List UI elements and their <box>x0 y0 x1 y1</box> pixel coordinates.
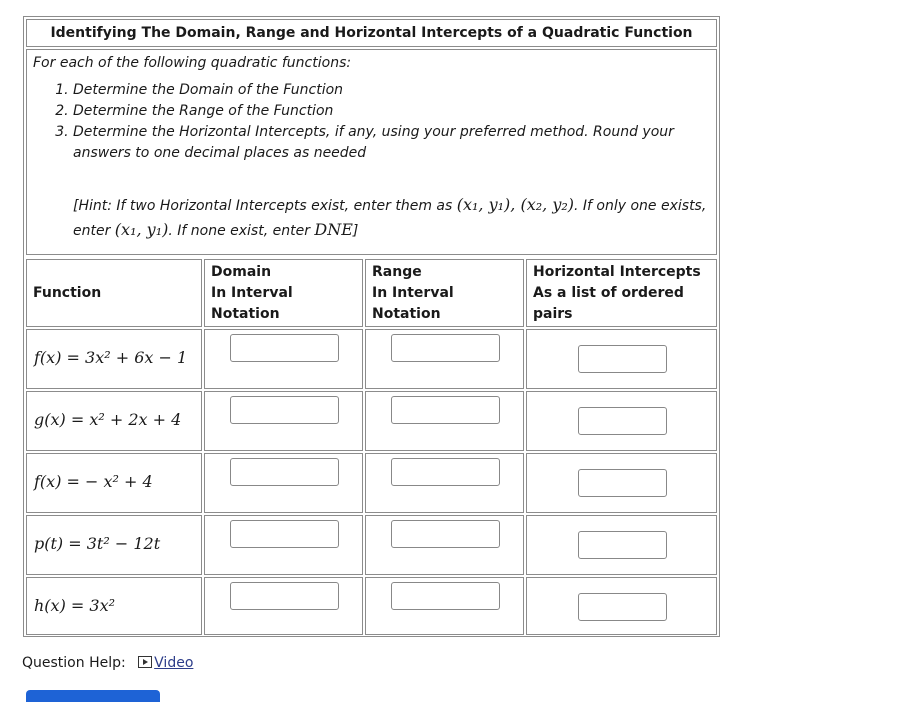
header-function-label: Function <box>33 285 102 301</box>
problem-table <box>23 16 720 637</box>
hint-one-point: (x₁, y₁) <box>114 220 169 239</box>
step-intercepts: 3. Determine the Horizontal Intercepts, if any, using your preferred method. Round your answers to one decimal places as needed <box>73 122 717 164</box>
range-cell <box>365 329 524 389</box>
table-row-function <box>26 577 202 635</box>
function-4: p(t) = 3t² − 12t <box>34 534 161 553</box>
range-cell <box>365 515 524 575</box>
domain-cell <box>204 577 363 635</box>
header-range-line3: Notation <box>372 306 441 322</box>
function-3: f(x) = − x² + 4 <box>34 472 153 491</box>
table-row-function <box>26 329 202 389</box>
header-range <box>365 259 524 327</box>
domain-cell <box>204 329 363 389</box>
range-input-5[interactable] <box>391 582 500 610</box>
domain-cell <box>204 453 363 513</box>
intercepts-input-3[interactable] <box>578 469 667 497</box>
range-cell <box>365 391 524 451</box>
domain-cell <box>204 515 363 575</box>
table-row-function <box>26 391 202 451</box>
intercepts-input-5[interactable] <box>578 593 667 621</box>
header-range-line1: Range <box>372 264 422 280</box>
hint-two-points: (x₁, y₁), (x₂, y₂) <box>456 195 575 214</box>
header-domain-line2: In Interval <box>211 285 293 301</box>
intercepts-input-1[interactable] <box>578 345 667 373</box>
range-input-3[interactable] <box>391 458 500 486</box>
header-intercepts <box>526 259 717 327</box>
step-domain: 1. Determine the Domain of the Function <box>73 80 717 101</box>
hint-middle: . If only one exists, enter <box>73 198 707 239</box>
header-domain-line3: Notation <box>211 306 280 322</box>
intercepts-cell <box>526 453 717 513</box>
header-domain-text <box>211 262 293 325</box>
question-help <box>22 655 193 671</box>
header-function <box>26 259 202 327</box>
intercepts-input-2[interactable] <box>578 407 667 435</box>
intercepts-cell <box>526 515 717 575</box>
header-intercepts-line1: Horizontal Intercepts <box>533 264 701 280</box>
video-icon <box>138 656 152 668</box>
steps-list <box>35 80 717 164</box>
question-help-label: Question Help: <box>22 655 126 671</box>
intercepts-input-4[interactable] <box>578 531 667 559</box>
instructions-intro: For each of the following quadratic functions: <box>33 55 352 71</box>
submit-button[interactable] <box>26 690 160 702</box>
range-input-2[interactable] <box>391 396 500 424</box>
header-domain-line1: Domain <box>211 264 272 280</box>
header-range-text <box>372 262 454 325</box>
hint-text <box>73 193 717 243</box>
video-link-label: Video <box>154 655 194 671</box>
table-row-function <box>26 453 202 513</box>
header-intercepts-line3: pairs <box>533 306 573 322</box>
domain-input-3[interactable] <box>230 458 339 486</box>
step-range: 2. Determine the Range of the Function <box>73 101 717 122</box>
instructions <box>26 49 717 255</box>
range-cell <box>365 453 524 513</box>
header-domain <box>204 259 363 327</box>
function-1: f(x) = 3x² + 6x − 1 <box>34 348 188 367</box>
table-row-function <box>26 515 202 575</box>
domain-input-5[interactable] <box>230 582 339 610</box>
range-input-4[interactable] <box>391 520 500 548</box>
range-input-1[interactable] <box>391 334 500 362</box>
domain-input-4[interactable] <box>230 520 339 548</box>
hint-middle2: . If none exist, enter <box>168 223 315 239</box>
header-intercepts-text <box>533 262 701 325</box>
domain-input-1[interactable] <box>230 334 339 362</box>
function-5: h(x) = 3x² <box>34 596 116 615</box>
range-cell <box>365 577 524 635</box>
problem-title: Identifying The Domain, Range and Horizontal Intercepts of a Quadratic Function <box>26 19 717 47</box>
function-2: g(x) = x² + 2x + 4 <box>34 410 182 429</box>
video-link[interactable] <box>138 655 193 671</box>
intercepts-cell <box>526 391 717 451</box>
header-intercepts-line2: As a list of ordered <box>533 285 684 301</box>
domain-cell <box>204 391 363 451</box>
domain-input-2[interactable] <box>230 396 339 424</box>
intercepts-cell <box>526 577 717 635</box>
hint-dne: DNE <box>314 220 353 239</box>
intercepts-cell <box>526 329 717 389</box>
hint-prefix: [Hint: If two Horizontal Intercepts exist, enter them as <box>73 198 457 214</box>
header-range-line2: In Interval <box>372 285 454 301</box>
hint-suffix: ] <box>352 223 359 239</box>
